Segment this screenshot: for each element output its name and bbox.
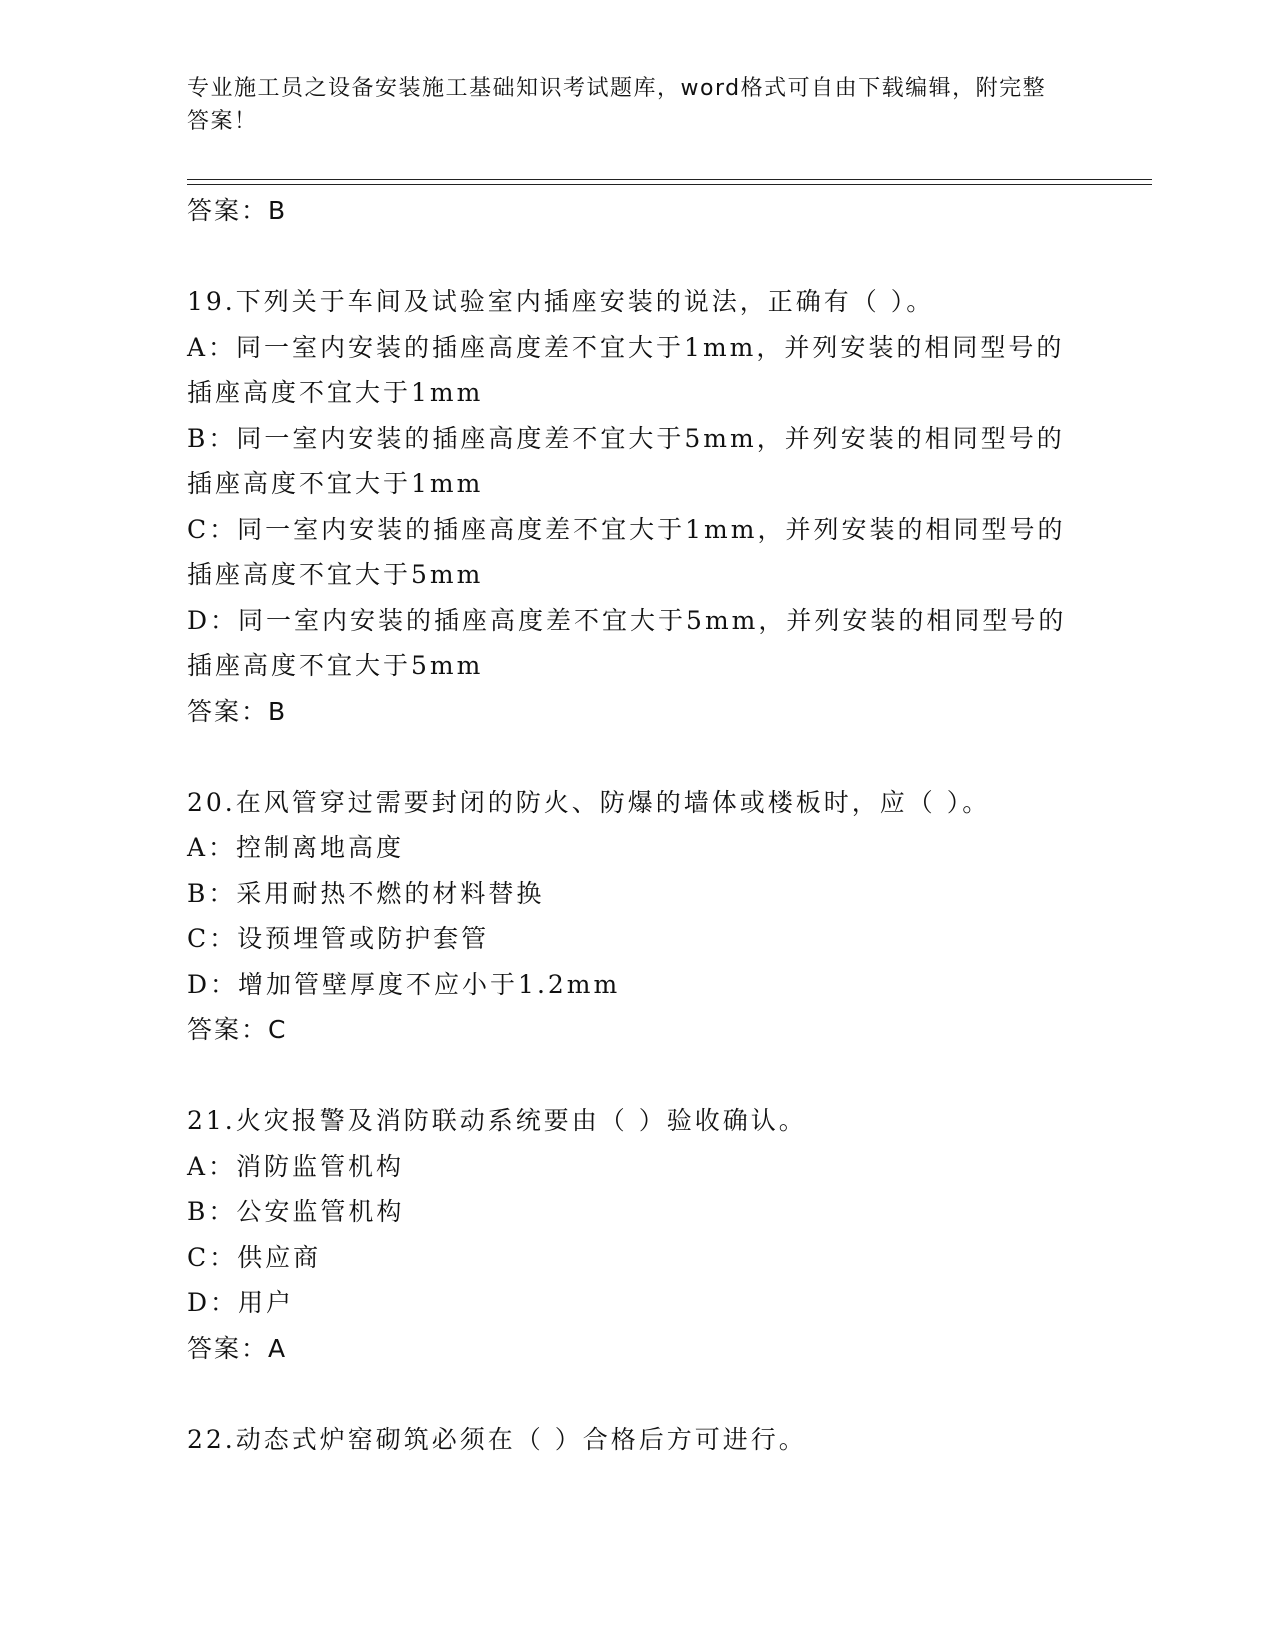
option-line: 插座高度不宜大于1mm bbox=[187, 469, 484, 498]
question-stem: 21.火灾报警及消防联动系统要由（ ）验收确认。 bbox=[187, 1106, 807, 1135]
option-line: A：控制离地高度 bbox=[187, 833, 405, 862]
spacer bbox=[187, 734, 1087, 780]
option-line: B：公安监管机构 bbox=[187, 1197, 405, 1226]
option-line: A：同一室内安装的插座高度差不宜大于1mm，并列安装的相同型号的 bbox=[187, 332, 1065, 362]
question-20 bbox=[187, 780, 1087, 1053]
option-line: A：消防监管机构 bbox=[187, 1151, 405, 1181]
answer-line: 答案：C bbox=[187, 1015, 288, 1044]
page-header: 专业施工员之设备安装施工基础知识考试题库，word格式可自由下载编辑，附完整答案！ bbox=[187, 76, 1047, 134]
option-line: B：采用耐热不燃的材料替换 bbox=[187, 878, 545, 908]
answer-line: 答案：B bbox=[187, 696, 288, 726]
option-line: C：设预埋管或防护套管 bbox=[187, 924, 490, 953]
spacer bbox=[187, 1371, 1087, 1417]
option-line: 插座高度不宜大于5mm bbox=[187, 560, 484, 589]
header-divider-top bbox=[187, 179, 1152, 180]
question-content bbox=[187, 188, 1087, 1462]
question-stem: 22.动态式炉窑砌筑必须在（ ）合格后方可进行。 bbox=[187, 1424, 807, 1454]
question-22 bbox=[187, 1417, 1087, 1463]
question-21 bbox=[187, 1098, 1087, 1371]
header-divider-bottom bbox=[187, 184, 1152, 185]
option-line: C：同一室内安装的插座高度差不宜大于1mm，并列安装的相同型号的 bbox=[187, 514, 1066, 544]
option-line: 插座高度不宜大于1mm bbox=[187, 378, 484, 407]
spacer bbox=[187, 1053, 1087, 1099]
option-line: B：同一室内安装的插座高度差不宜大于5mm，并列安装的相同型号的 bbox=[187, 423, 1065, 453]
question-stem: 20.在风管穿过需要封闭的防火、防爆的墙体或楼板时，应（ ）。 bbox=[187, 787, 991, 817]
option-line: D：增加管壁厚度不应小于1.2mm bbox=[187, 969, 621, 999]
option-line: 插座高度不宜大于5mm bbox=[187, 651, 484, 680]
answer-line: 答案：B bbox=[187, 196, 288, 225]
question-stem: 19.下列关于车间及试验室内插座安装的说法，正确有（ ）。 bbox=[187, 287, 935, 316]
option-line: C：供应商 bbox=[187, 1242, 322, 1272]
spacer bbox=[187, 234, 1087, 280]
question-19 bbox=[187, 279, 1087, 734]
option-line: D：同一室内安装的插座高度差不宜大于5mm，并列安装的相同型号的 bbox=[187, 605, 1067, 635]
answer-line: 答案：A bbox=[187, 1333, 288, 1363]
option-line: D：用户 bbox=[187, 1288, 295, 1317]
